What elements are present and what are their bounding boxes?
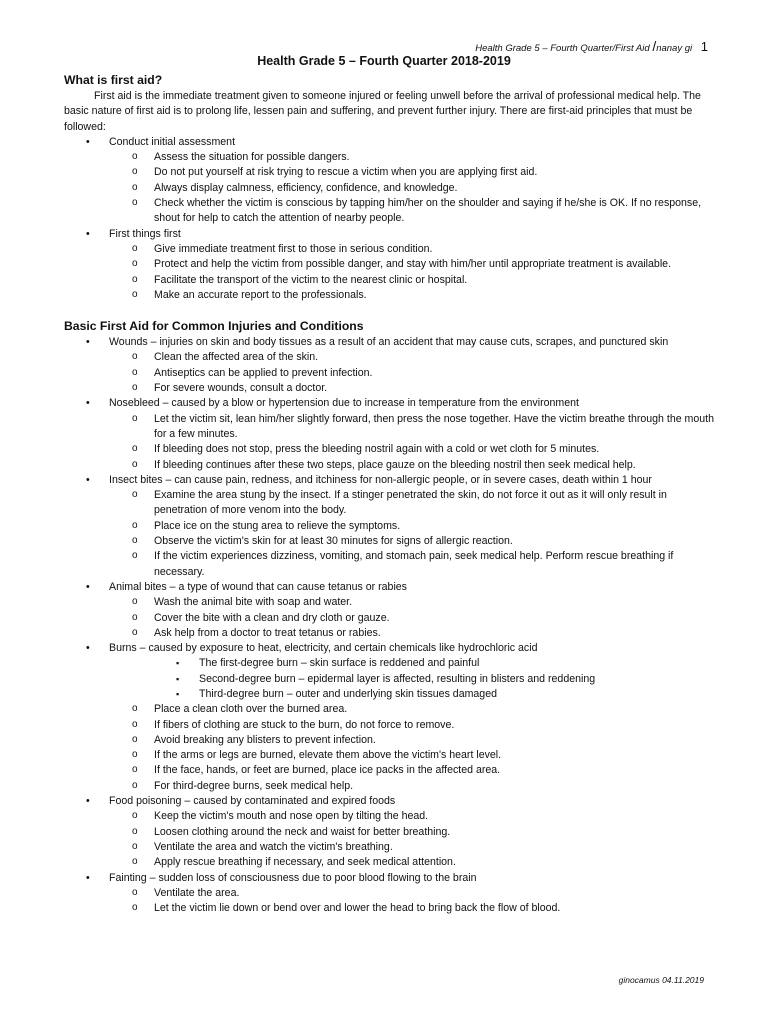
sub-list-item: o If the arms or legs are burned, elevate them above the victim's heart level. [64,748,714,763]
intro-paragraph: First aid is the immediate treatment given to someone injured or feeling unwell before the arrival of professional medical help. The basic nature of first aid is to prolong life, lessen pain and suffering, and prevent further injury. There are first-aid principles that must be followed: [64,90,701,133]
header-slash: / [652,38,657,54]
page-number: 1 [700,39,708,54]
section-spacer [64,303,714,318]
sub-list-item: o If bleeding does not stop, press the bleeding nostril again with a cold or wet cloth for 5 minutes. [64,442,714,457]
header-author-tag: nanay gi [656,43,693,54]
list-item-animal-bites: • Animal bites – a type of wound that can cause tetanus or rabies [64,580,714,595]
sub-list-item: o Keep the victim's mouth and nose open by tilting the head. [64,809,714,824]
first-aid-principles-list [64,135,714,303]
sub-list-item: o If fibers of clothing are stuck to the burn, do not force to remove. [64,718,714,733]
running-header [475,38,708,54]
section-heading-basic-first-aid: Basic First Aid for Common Injuries and Conditions [64,319,364,334]
list-item-burns: • Burns – caused by exposure to heat, electricity, and certain chemicals like hydrochloric acid [64,641,714,656]
list-item: • Conduct initial assessment [64,135,714,150]
list-item-nosebleed: • Nosebleed – caused by a blow or hypertension due to increase in temperature from the environment [64,396,714,411]
section-heading-what-is-first-aid: What is first aid? [64,73,163,87]
list-item: • First things first [64,227,714,242]
sub-list-item: o Always display calmness, efficiency, confidence, and knowledge. [64,181,714,196]
sub-list-item: o Let the victim sit, lean him/her slightly forward, then press the nose together. Have the victim breathe through the mouth for a few minutes. [64,412,714,443]
burn-degree-item: ▪ The first-degree burn – skin surface is reddened and painful [64,656,714,671]
sub-list-item: o Place a clean cloth over the burned area. [64,702,714,717]
sub-list-item: o Observe the victim's skin for at least 30 minutes for signs of allergic reaction. [64,534,714,549]
sub-list-item: o For third-degree burns, seek medical help. [64,779,714,794]
list-item-food-poisoning: • Food poisoning – caused by contaminated and expired foods [64,794,714,809]
sub-list-item: o Make an accurate report to the professionals. [64,288,714,303]
sub-list-item: o Do not put yourself at risk trying to rescue a victim when you are applying first aid. [64,165,714,180]
sub-list-item: o If the victim experiences dizziness, vomiting, and stomach pain, seek medical help. Perform rescue breathing if necessary. [64,549,714,580]
sub-list-item: o Cover the bite with a clean and dry cloth or gauze. [64,611,714,626]
document-body [64,72,714,916]
sub-list-item: o Ventilate the area and watch the victim's breathing. [64,840,714,855]
sub-list-item: o Avoid breaking any blisters to prevent infection. [64,733,714,748]
sub-list-item: o Examine the area stung by the insect. If a stinger penetrated the skin, do not force it out as it will only result in penetration of more venom into the body. [64,488,714,519]
sub-list-item: o Ask help from a doctor to treat tetanus or rabies. [64,626,714,641]
sub-list-item: o For severe wounds, consult a doctor. [64,381,714,396]
sub-list-item: o Facilitate the transport of the victim to the nearest clinic or hospital. [64,273,714,288]
sub-list-item: o Assess the situation for possible dangers. [64,150,714,165]
sub-list-item: o Ventilate the area. [64,886,714,901]
sub-list-item: o Wash the animal bite with soap and water. [64,595,714,610]
list-item-wounds: • Wounds – injuries on skin and body tissues as a result of an accident that may cause cuts, scrapes, and punctured skin [64,335,714,350]
burn-degree-item: ▪ Third-degree burn – outer and underlying skin tissues damaged [64,687,714,702]
sub-list-item: o Loosen clothing around the neck and waist for better breathing. [64,825,714,840]
injuries-list [64,335,714,916]
sub-list-item: o If the face, hands, or feet are burned, place ice packs in the affected area. [64,763,714,778]
running-header-text: Health Grade 5 – Fourth Quarter/First Aid [475,43,650,54]
sub-list-item: o Apply rescue breathing if necessary, and seek medical attention. [64,855,714,870]
list-item-fainting: • Fainting – sudden loss of consciousness due to poor blood flowing to the brain [64,871,714,886]
footer-signature: ginocamus 04.11.2019 [618,975,704,985]
sub-list-item: o Clean the affected area of the skin. [64,350,714,365]
sub-list-item: o Give immediate treatment first to those in serious condition. [64,242,714,257]
list-item-insect-bites: • Insect bites – can cause pain, redness, and itchiness for non-allergic people, or in severe cases, death within 1 hour [64,473,714,488]
document-title: Health Grade 5 – Fourth Quarter 2018-2019 [257,54,511,68]
sub-list-item: o Protect and help the victim from possible danger, and stay with him/her until appropriate treatment is available. [64,257,714,272]
sub-list-item: o Antiseptics can be applied to prevent infection. [64,366,714,381]
burn-degree-item: ▪ Second-degree burn – epidermal layer is affected, resulting in blisters and reddening [64,672,714,687]
sub-list-item: o Place ice on the stung area to relieve the symptoms. [64,519,714,534]
sub-list-item: o If bleeding continues after these two steps, place gauze on the bleeding nostril then seek medical help. [64,458,714,473]
sub-list-item: o Check whether the victim is conscious by tapping him/her on the shoulder and saying if he/she is OK. If no response, shout for help to catch the attention of nearby people. [64,196,714,227]
sub-list-item: o Let the victim lie down or bend over and lower the head to bring back the flow of blood. [64,901,714,916]
